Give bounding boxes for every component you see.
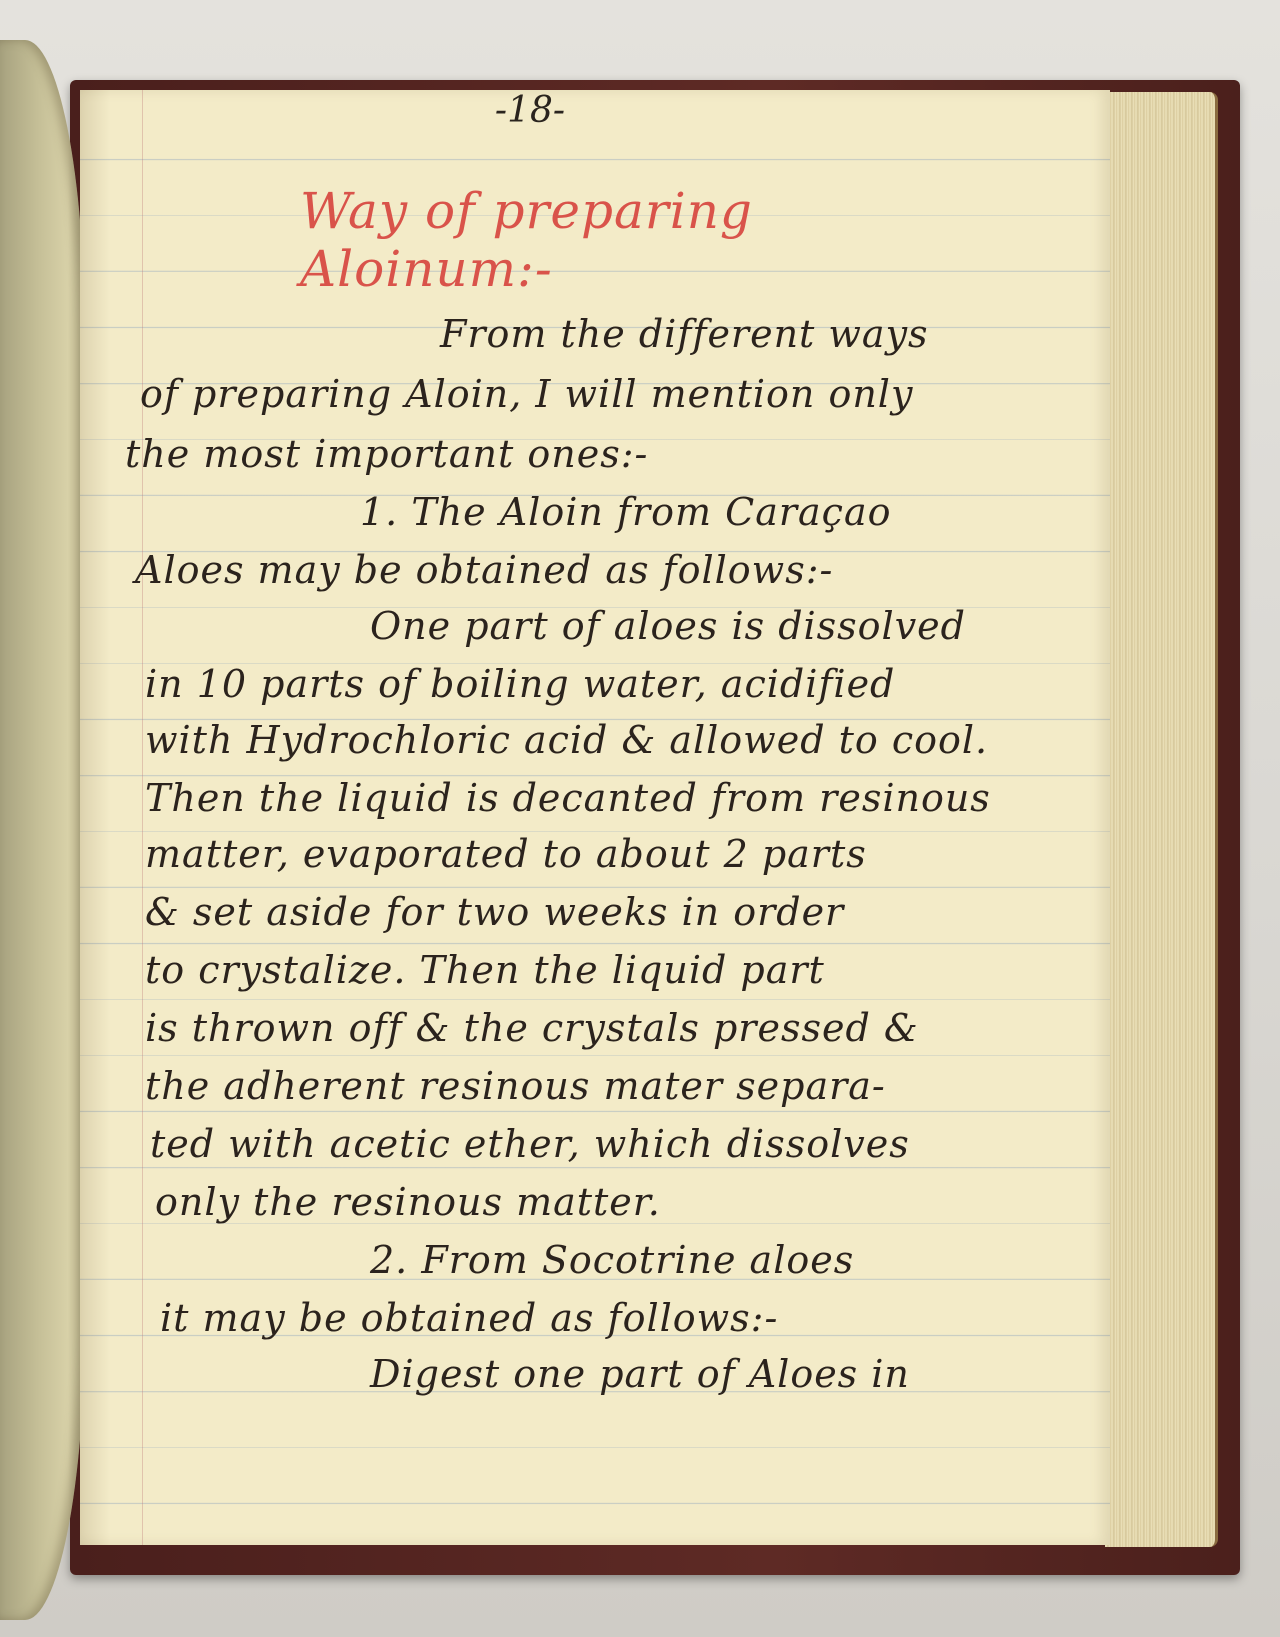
text-line: From the different ways	[440, 312, 929, 356]
page-title: Way of preparing Aloinum:-	[300, 182, 753, 298]
text-line: of preparing Aloin, I will mention only	[140, 372, 914, 416]
text-line: is thrown off & the crystals pressed &	[145, 1006, 919, 1050]
text-line: 2. From Socotrine aloes	[370, 1238, 855, 1282]
text-line: matter, evaporated to about 2 parts	[145, 832, 867, 876]
text-line: One part of aloes is dissolved	[370, 604, 966, 648]
page-block-edges	[1105, 92, 1218, 1547]
text-line: only the resinous matter.	[155, 1180, 661, 1224]
text-line: Then the liquid is decanted from resinous	[145, 776, 991, 820]
text-line: & set aside for two weeks in order	[145, 890, 845, 934]
text-line: the adherent resinous mater separa-	[145, 1064, 886, 1108]
text-line: 1. The Aloin from Caraçao	[360, 490, 892, 534]
page-margin-rule	[142, 90, 143, 1545]
left-page-curl	[0, 40, 85, 1620]
text-line: in 10 parts of boiling water, acidified	[145, 662, 896, 706]
text-line: ted with acetic ether, which dissolves	[150, 1122, 910, 1166]
text-line: it may be obtained as follows:-	[160, 1296, 779, 1340]
text-line: the most important ones:-	[125, 432, 649, 476]
page-number: -18-	[494, 90, 566, 131]
text-line: Aloes may be obtained as follows:-	[135, 548, 834, 592]
text-line: Digest one part of Aloes in	[370, 1352, 910, 1396]
text-line: with Hydrochloric acid & allowed to cool.	[145, 718, 989, 762]
text-line: to crystalize. Then the liquid part	[145, 948, 825, 992]
